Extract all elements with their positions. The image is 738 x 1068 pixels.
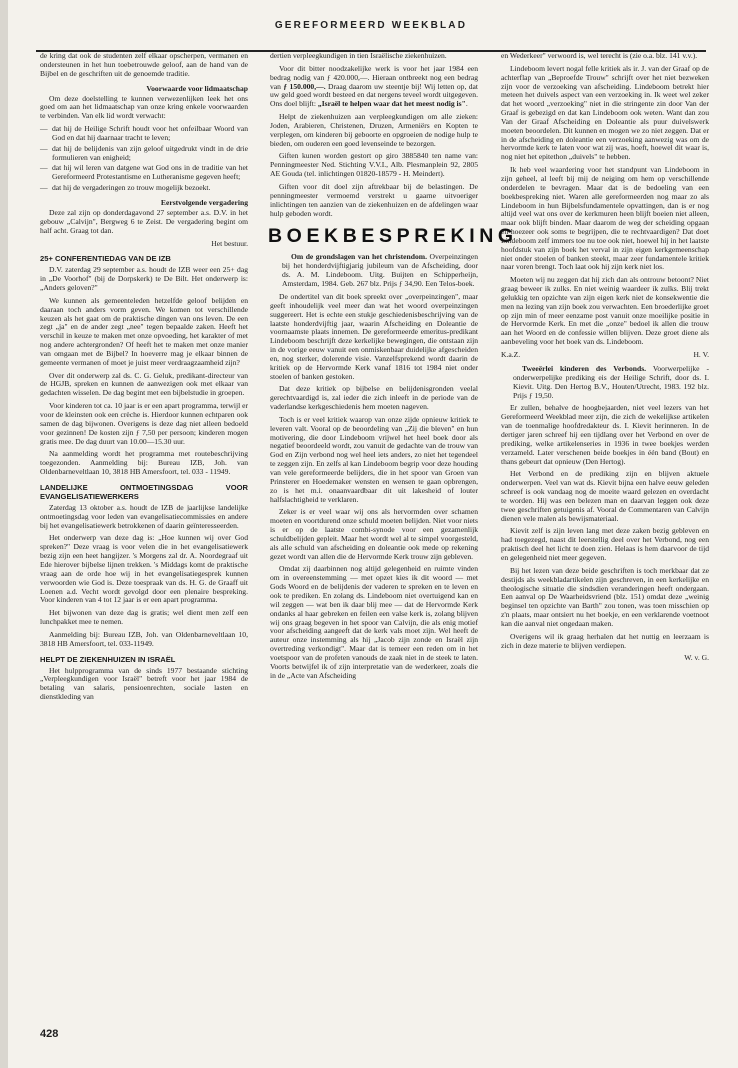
- paragraph: Aanmelding bij: Bureau IZB, Joh. van Oldenbarneveltlaan 10, 3818 HB Amersfoort, tel. 033-11949.: [40, 629, 248, 648]
- paragraph: de kring dat ook de studenten zelf elkaar opscherpen, vermanen en ondersteunen in het hun toebetrouwde geloof, aan de hand van de Bijbel en de geschriften uit de genoemde traditie.: [40, 51, 248, 78]
- paragraph: Helpt de ziekenhuizen aan verpleegkundigen om alle zieken: Joden, Arabieren, Christenen, Druzen, Armeniërs en Kopten te verplegen, om kinderen bij geboorte en opgroeien de nodige hulp te bieden, om ouderen een goed levenseinde te bezorgen.: [270, 112, 478, 148]
- book-citation: [501, 365, 709, 401]
- paragraph: Zeker is er veel waar wij ons als hervormden over schamen moeten en voortdurend onze schuld moeten belijden. Niet voor niets is er op de laatste combi-synode voor een gezamenlijk schuldbelijden gepleit. Maar het wordt wel al te simpel voorgesteld, als alle schuld van afscheiding en doleantie ook mede op rekening gezet wordt van allen die de Hervormde Kerk trouw zijn gebleven.: [270, 507, 478, 561]
- subheading-voorwaarde: Voorwaarde voor lidmaatschap: [146, 83, 248, 93]
- list-item: — dat hij wil leren van datgene wat God ons in de traditie van het Gereformeerd Protestantisme en Lutheranisme gegeven heeft;: [40, 164, 248, 182]
- paragraph: Over dit onderwerp zal ds. C. G. Geluk, predikant-directeur van de HGJB, spreken en kunnen de aanwezigen ook met elkaar van gedachten wisselen. De dag begint met een bijbelstudie in groepen.: [40, 370, 248, 398]
- page-edge-shadow: [0, 0, 8, 1068]
- paragraph: Giften kunen worden gestort op giro 3885840 ten name van: Penningmeester Ned. Stichting V.V.I., Alb. Plesmanplein 92, 2805 AE Gouda (tel. inlichtingen 01820-18579 - H. Meindert).: [270, 151, 478, 179]
- amount-missing: ƒ 150.000,—.: [283, 81, 326, 91]
- requirements-list: [40, 125, 248, 193]
- paragraph: Toch is er veel kritiek waarop van onze zijde opnieuw kritiek te leveren valt. Vooral op de beoordeling van „Zij die bleven" en hun motivering, die door Lindeboom vrijwel het heel boek door als negatief beoordeeld wordt, zou vanuit de gedachte van de trouw van God en Zijn verbond nog wel heel iets anders, zo niet het tegendeel te zeggen zijn. En zelfs al kan Lindeboom begrip voor deze houding van vele gereformeerde belijders, die in het spoor van Groen van Prinsterer en Hoedemaker wensten en wensen te gaan opbrengen, zo is het m.i. onaanvaardbaar dit uit lakesheid of louter halfslachtigheid te verklaren.: [270, 414, 478, 504]
- paragraph: Er zullen, behalve de hoogbejaarden, niet veel lezers van het Gereformeerd Weekblad meer zijn, die zich de wekelijkse artikelen van de toenmalige hoofdredakteur ds. I. Kievit herinneren. In de dertiger jaren schreef hij een tijdlang over het Verbond en over de prediking, welke artikelenseries in 1936 in twee boekjes werden verzameld. Later verschenen beide boekjes in één band (Bout) en thans gebeurt dat opnieuw (Den Hertog).: [501, 403, 709, 466]
- paragraph: Omdat zij daarbinnen nog altijd gelegenheid en ruimte vinden om in overeenstemming — met opzet kies ik dit woord — met Gods Woord en de belijdenis der vaderen te spreken en te leven en ook te prediken. En zolang ds. Lindeboom niet overtuigend kan en wil zeggen — wat ben ik daar blij mee — dat de Hervormde Kerk ondanks al haar gebreken en feilen een valse kerk is, zolang blijven wij ons graag begeven in het spoor van Calvijn, die als enig motief voor afscheiding aangeeft dat de kerk vals moet zijn. Wel heeft de auteur onze instemming als hij „Jacob zijn zonde en Israël zijn overtreding verkondigt". Maar dat is temeer een reden om in het voetspoor van de profeten vanouds de zaak niet in de steek te laten. Voorts betwijfel ik of zijn interpretatie van de wederkeer, zoals die in de „Acte van Afscheiding: [270, 564, 478, 680]
- paragraph: De ondertitel van dit boek spreekt over „overpeinzingen", maar geeft inhoudelijk veel meer dan wat het woord overpeinzingen suggereert. Het is echte een stukje geschiedenisbeschrijving van de laatste honderdvijftig jaar, waarin Afscheiding en Doleantie de voornaamste plaats innemen. De gereformeerde emeritus-predikant Lindeboom beschrijft deze kerkelijke bewegingen, die ontstaan zijn in de vorige eeuw vanuit een onmiskenbaar duidelijke afgescheiden en, nog sterker, dolerende visie. Vanzelfsprekend wordt daarin de kritiek op de Hervormde Kerk vanaf 1816 tot 1984 niet onder stoelen of banken gestoken.: [270, 291, 478, 381]
- paragraph: Zaterdag 13 oktober a.s. houdt de IZB de jaarlijkse landelijke ontmoetingsdag voor leden van evangelisatiecommissies en andere bij het evangelisatiewerk betrokkenen of daarin geïnteresseerden.: [40, 502, 248, 530]
- signature-left: K.a.Z.: [501, 350, 521, 359]
- book-details: Voorwerpelijke - onderwerpelijke prediking eis der Heilige Schrift, door ds. I. Kievit. Uitg. Den Hertog B.V., Houten/Utrecht, 1983. 192 blz. Prijs ƒ 19,50.: [513, 363, 709, 400]
- paragraph: Kievit zelf is zijn leven lang met deze zaken bezig gebleven en had toegezegd, naast dit leerstellig deel over het Verbond, nog een praktisch deel het licht te doen zien. Helaas is hem daarvoor de tijd en gelegenheid niet meer gegeven.: [501, 526, 709, 562]
- signature: Het bestuur.: [211, 238, 248, 248]
- paragraph: Na aanmelding wordt het programma met routebeschrijving toegezonden. Aanmelding bij: Bureau IZB, Joh. van Oldenbarneveltlaan 10, 3818 HB Amersfoort, tel. 033 - 11949.: [40, 449, 248, 477]
- heading-izb-conferentiedag: 25+ CONFERENTIEDAG VAN DE IZB: [40, 254, 171, 264]
- book-title: Om de grondslagen van het christendom.: [291, 252, 428, 262]
- section-banner-boekbespreking: BOEKBESPREKING: [268, 225, 518, 248]
- text-run: .: [465, 99, 468, 109]
- heading-ontmoetingsdag: LANDELIJKE ONTMOETINGSDAG VOOR EVANGELISATIEWERKERS: [40, 482, 248, 501]
- paragraph: dertien verpleegkundigen in tien Israëlische ziekenhuizen.: [270, 51, 447, 60]
- paragraph: Het hulpprogramma van de sinds 1977 bestaande stichting „Verpleegkundigen voor Israël" betreft voor het jaar 1984 de betaling van salaris, pensioenrechten, sociale lasten en dienstkleding van: [40, 665, 248, 702]
- signature-right: H. V.: [693, 350, 709, 359]
- page-number: 428: [40, 1028, 59, 1040]
- paragraph: We kunnen als gemeenteleden hetzelfde geloof belijden en daaraan toch anders vorm geven. We komen tot verschillende keuzen als het gaat om de praktische dingen van ons leven. De een zegt „ja" en de ander zegt „nee" tegen bepaalde zaken. Heeft het verschil in keuze te maken met onze opvoeding, het karakter of met nog andere achtergronden? Of heeft het te maken met onze manier van omgaan met de Bijbel? In hoeverre mag je elkaar binnen de gemeente vermanen of moet je juist meer verdraagzaamheid zijn?: [40, 295, 248, 367]
- paragraph: en Wederkeer" verwoord is, wel terecht is (zie o.a. blz. 141 v.v.).: [501, 51, 698, 60]
- paragraph: Dat deze kritiek op bijbelse en belijdenisgronden veelal gerechtvaardigd is, zal ieder die zich inleeft in de periode van de vaderlandse kerkgeschiedenis hem moeten nageven.: [270, 384, 478, 412]
- paragraph: Overigens wil ik graag herhalen dat het nuttig en leerzaam is zich in deze materie te blijven verdiepen.: [501, 631, 709, 650]
- paragraph: D.V. zaterdag 29 september a.s. houdt de IZB weer een 25+ dag in „De Voorhof" (bij de Dorpskerk) te De Bilt. Het onderwerp is: „Anders geloven?": [40, 265, 248, 293]
- paragraph: [270, 65, 478, 109]
- masthead: [36, 10, 706, 52]
- list-item: — dat hij de belijdenis van zijn geloof uitgedrukt vindt in de drie formulieren van enigheid;: [40, 145, 248, 163]
- paragraph: Moeten wij nu zeggen dat hij zich dan als ontrouw betoont? Niet graag beweer ik zulks. En niet weinig waardeer ik zulks. Blij trekt gelukkig ten opzichte van zijn eigen kerk niet de konsekwentie die men na lezing van zijn boek zou verwachten. Een broederlijke groet op zijn min of meer eenzame post vanuit onze moeilijke positie in de Hervormde Kerk. En met die „onze" bedoel ik allen die trouw aan het Woord en de confessie willen blijven. Deze groet diene als aanbeveling voor het boek van ds. Lindeboom.: [501, 275, 709, 347]
- text-run: Draag daarom uw steentje bij! Wij letten op, dat uw geld goed wordt besteed en dat nergens teveel wordt uitgegeven. Ons doel blijft:: [270, 81, 479, 109]
- book-details: Overpeinzingen bij het honderdvijftigjarig jubileum van de Afscheiding, door ds. A. M. Lindeboom. Uitg. Buijten en Schipperheijn, Amsterdam, 1984. Geb. 267 blz. Prijs ƒ 34,90. Een Telos-boek.: [282, 252, 478, 289]
- list-item: — dat hij de Heilige Schrift houdt voor het onfeilbaar Woord van God en dat hij daarnaar tracht te leven;: [40, 125, 248, 143]
- book-title: Tweeërlei kinderen des Verbonds.: [522, 363, 647, 373]
- book-citation: [270, 253, 478, 289]
- paragraph: Ik heb veel waardering voor het standpunt van Lindeboom in zijn geheel, al leeft bij mij de neiging om hem op verschillende onderdelen te bevragen. Maar dat is de bedoeling van een boekbespreking niet. Waren alle gereformeerden nog maar zo als Lindeboom in hun Bijbelsfundamentele opvattingen, dan is er nog altijd veel wat ons over de kerkmuren heen blijft boeien niet alleen, maar ook blijft binden. Maar daarom de weg der scheiding opgaan en hoezeer ook soms te begrijpen, die te rechtvaardigen? Dat doet Lindeboom zelf immers toe nu toe ook niet, hoewel hij in het laatste hoofdstuk van zijn boek het verval in zijn eigen kerkgemeenschap niet onder stoelen of banken steekt, maar zeer fundamentele kritiek naar voren brengt. Toch laat ook hij zijn kerk niet los.: [501, 165, 709, 272]
- column-1: [40, 52, 248, 706]
- subheading-vergadering: Eerstvolgende vergadering: [160, 197, 248, 207]
- text-run: Voor dit bitter noodzakelijke werk is voor het jaar 1984 een bedrag nodig van ƒ 420.000,—. Hieraan ontbreekt nog een bedrag van: [270, 63, 478, 91]
- motto: „Israël te helpen waar dat het meest nodig is": [317, 99, 466, 109]
- list-item: — dat hij de vergaderingen zo trouw mogelijk bezoekt.: [40, 184, 248, 193]
- paragraph: Het Verbond en de prediking zijn en blijven aktuele onderwerpen. Veel van wat ds. Kievit bijna een halve eeuw geleden schreef is ook vandaag nog de moeite waard gelezen en overdacht te worden. Hij was een belezen man en daarvan leggen ook deze twee geschriften getuigenis af. Vooral de Commentaren van Calvijn dienen vele malen als bewijsmateriaal.: [501, 469, 709, 523]
- paragraph: Het onderwerp van deze dag is: „Hoe kunnen wij over God spreken?" Deze vraag is voor velen die in het evangelisatiewerk bezig zijn een heet hangijzer. 's Morgens zal dr. A. Noordegraaf uit Ede hierover bijbelse lijnen trekken. 's Middags komt de praktische vraag aan de orde hoe wij in het evangelisatiegesprek kunnen verwoorden wie God is. Deze toespraak van ds. H. G. de Graaff uit Loenen a.d. Vecht wordt gevolgd door een plenaire bespreking. Voor kinderen van 4 tot 12 jaar is er een apart programma.: [40, 533, 248, 605]
- column-3: [501, 52, 709, 667]
- paragraph: Lindeboom levert nogal felle kritiek als ir. J. van der Graaf op de achterflap van „Beproefde Trouw" schrijft over het niet bezweken zijn voor de verzoeking van afscheiding. Lindeboom betrekt hier meteen het duivels aspect van een verzoeking in. Ik weet wel zeker dat het woord „verzoeking" niet in die stringente zin door Van der Graaf is gebezigd en dat kan Lindeboom ook weten. Want dan zou Van der Graaf Afscheiding en Doleantie als puur duivelswerk moeten beoordelen. Dit kunnen en mogen we zo niet zeggen. Dat er in de afscheiding en doleantie een verzoeking aanwezig was om de hervormde kerk te laten voor wat zij was, hoeft, hoewel dit waar is, nog niet het epitethon „duivels" te hebben.: [501, 63, 709, 162]
- paragraph: Het bijwonen van deze dag is gratis; wel dient men zelf een lunchpakket mee te nemen.: [40, 608, 248, 627]
- review-signature: [501, 351, 709, 360]
- signature: W. v. G.: [684, 653, 709, 663]
- paragraph: Giften voor dit doel zijn aftrekbaar bij de belastingen. De penningmeester vermoemd verstrekt u gaarne uitvoeriger inlichtingen ten aanzien van de ziekenhuizen en de afdelingen waar hulp geboden wordt.: [270, 181, 478, 218]
- paragraph: Voor kinderen tot ca. 10 jaar is er een apart programma, terwijl er voor de kleinsten ook een crèche is. Hierdoor kunnen echtparen ook samen de dag bijwonen. Overigens is deze dag niet alleen bedoeld voor gezinnen! De kosten zijn ƒ 7,50 per persoon; kinderen mogen gratis mee. De dag duurt van 10.00—15.30 uur.: [40, 401, 248, 446]
- paragraph: Om deze doelstelling te kunnen verwezenlijken leek het ons goed om aan het lidmaatschap van onze kring enkele voorwaarden te verbinden. Van elk lid wordt verwacht:: [40, 93, 248, 121]
- paragraph: Deze zal zijn op donderdagavond 27 september a.s. D.V. in het gebouw „Calvijn", Bergweg 6 te Zeist. De vergadering begint om half acht. Graag tot dan.: [40, 207, 248, 235]
- paragraph: Bij het lezen van deze beide geschriften is toch merkbaar dat ze destijds als weekbladartikelen zijn geschreven, in een kerkelijke en theologische situatie die sindsdien veranderingen heeft ondergaan. Een aanval op De Waarheidsvriend (blz. 151) omdat deze „weinig beginsel ten opzichte van Barth" zou tonen, was toen misschien op z'n plaats, maar ontsiert nu het boekje, en een verklarende voetnoot kan die aanval niet ongedaan maken.: [501, 565, 709, 628]
- publication-title: GEREFORMEERD WEEKBLAD: [274, 20, 468, 31]
- heading-ziekenhuizen-israel: HELPT DE ZIEKENHUIZEN IN ISRAËL: [40, 654, 176, 664]
